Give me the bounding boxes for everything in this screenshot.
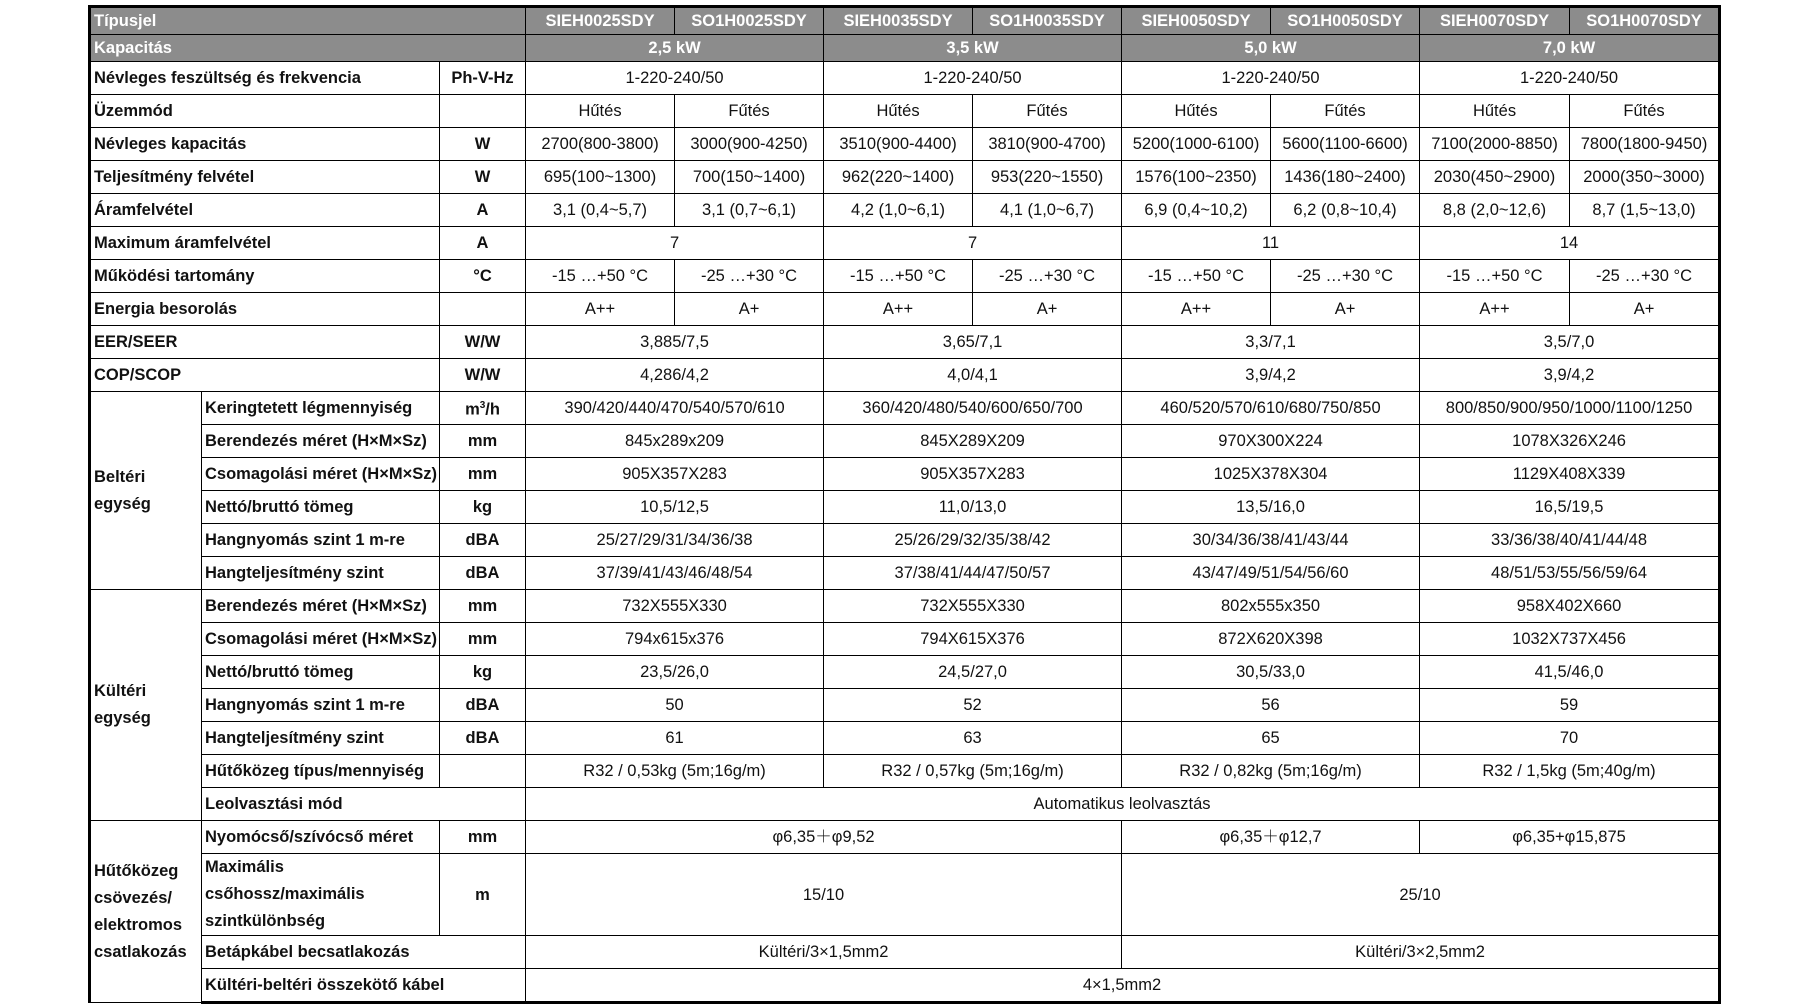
tipusjel-label: Típusjel	[90, 7, 526, 35]
table-row	[90, 128, 1720, 161]
cell-value: R32 / 0,53kg (5m;16g/m)	[526, 755, 824, 788]
cell-value: 14	[1420, 227, 1720, 260]
cell-value: 37/38/41/44/47/50/57	[824, 557, 1122, 590]
model-code: SO1H0035SDY	[973, 7, 1122, 35]
row-label: Maximum áramfelvétel	[90, 227, 440, 260]
table-row	[90, 62, 1720, 95]
cell-value: A++	[526, 293, 675, 326]
cell-value: A+	[1271, 293, 1420, 326]
model-code: SO1H0025SDY	[675, 7, 824, 35]
cell-value: 4,286/4,2	[526, 359, 824, 392]
cell-value: 4,2 (1,0~6,1)	[824, 194, 973, 227]
cell-value: 25/27/29/31/34/36/38	[526, 524, 824, 557]
row-label: Nettó/bruttó tömeg	[202, 656, 440, 689]
cell-value: 845x289x209	[526, 425, 824, 458]
row-label: Hangteljesítmény szint	[202, 722, 440, 755]
table-row	[90, 227, 1720, 260]
cell-value: Fűtés	[675, 95, 824, 128]
unit-tail: /h	[485, 400, 500, 419]
row-label: Energia besorolás	[90, 293, 440, 326]
row-label: Kültéri-beltéri összekötő kábel	[202, 969, 526, 1003]
cell-value: 6,2 (0,8~10,4)	[1271, 194, 1420, 227]
row-label: Üzemmód	[90, 95, 440, 128]
cell-value: -25 …+30 °C	[1271, 260, 1420, 293]
cell-value: 5600(1100-6600)	[1271, 128, 1420, 161]
cell-value: 37/39/41/43/46/48/54	[526, 557, 824, 590]
cell-value: 33/36/38/40/41/44/48	[1420, 524, 1720, 557]
cell-value: 25/26/29/32/35/38/42	[824, 524, 1122, 557]
cell-value: 5200(1000-6100)	[1122, 128, 1271, 161]
cell-value: 953(220~1550)	[973, 161, 1122, 194]
row-unit: kg	[440, 491, 526, 524]
cell-value: -15 …+50 °C	[1122, 260, 1271, 293]
table-row	[90, 821, 1720, 854]
cell-value: Hűtés	[526, 95, 675, 128]
cell-value: -25 …+30 °C	[675, 260, 824, 293]
table-row	[90, 293, 1720, 326]
table-row	[90, 491, 1720, 524]
cell-value: 1032X737X456	[1420, 623, 1720, 656]
cell-value: -15 …+50 °C	[526, 260, 675, 293]
table-row	[90, 689, 1720, 722]
cell-value: R32 / 0,57kg (5m;16g/m)	[824, 755, 1122, 788]
cell-value: 56	[1122, 689, 1420, 722]
cell-value: 962(220~1400)	[824, 161, 973, 194]
cell-value: 7100(2000-8850)	[1420, 128, 1570, 161]
cell-value: Hűtés	[1122, 95, 1271, 128]
row-unit: Ph-V-Hz	[440, 62, 526, 95]
cell-value: 4×1,5mm2	[526, 969, 1720, 1003]
cell-value: 800/850/900/950/1000/1100/1250	[1420, 392, 1720, 425]
cell-value: R32 / 1,5kg (5m;40g/m)	[1420, 755, 1720, 788]
cell-value: 13,5/16,0	[1122, 491, 1420, 524]
cell-value: 872X620X398	[1122, 623, 1420, 656]
cell-value: 390/420/440/470/540/570/610	[526, 392, 824, 425]
cell-value: 794X615X376	[824, 623, 1122, 656]
row-unit: dBA	[440, 722, 526, 755]
cell-value: 2700(800-3800)	[526, 128, 675, 161]
cell-value: 1-220-240/50	[1420, 62, 1720, 95]
table-row	[90, 392, 1720, 425]
row-unit: dBA	[440, 524, 526, 557]
row-unit: dBA	[440, 557, 526, 590]
cell-value: 3,1 (0,4~5,7)	[526, 194, 675, 227]
cell-value: 905X357X283	[824, 458, 1122, 491]
cell-value: 8,8 (2,0~12,6)	[1420, 194, 1570, 227]
cell-value: 794x615x376	[526, 623, 824, 656]
row-label: COP/SCOP	[90, 359, 440, 392]
cell-value: Fűtés	[1271, 95, 1420, 128]
cell-value: 460/520/570/610/680/750/850	[1122, 392, 1420, 425]
capacity-value: 7,0 kW	[1420, 35, 1720, 62]
table-row	[90, 359, 1720, 392]
row-label: Csomagolási méret (H×M×Sz)	[202, 623, 440, 656]
row-label: Nyomócső/szívócső méret	[202, 821, 440, 854]
row-unit: mm	[440, 623, 526, 656]
cell-value: 7	[824, 227, 1122, 260]
cell-value: 970X300X224	[1122, 425, 1420, 458]
cell-value: -25 …+30 °C	[973, 260, 1122, 293]
cell-value: 11,0/13,0	[824, 491, 1122, 524]
table-row	[90, 458, 1720, 491]
cell-value: 3510(900-4400)	[824, 128, 973, 161]
table-row	[90, 623, 1720, 656]
row-label: Hangteljesítmény szint	[202, 557, 440, 590]
cell-value: 700(150~1400)	[675, 161, 824, 194]
row-unit	[440, 392, 526, 425]
model-code: SO1H0050SDY	[1271, 7, 1420, 35]
row-unit: mm	[440, 821, 526, 854]
row-unit: mm	[440, 590, 526, 623]
cell-value: 1025X378X304	[1122, 458, 1420, 491]
cell-value: A++	[824, 293, 973, 326]
cell-value: 1-220-240/50	[824, 62, 1122, 95]
cell-value: 3,9/4,2	[1420, 359, 1720, 392]
unit-superscript: 3	[479, 400, 486, 412]
cell-value: 7800(1800-9450)	[1570, 128, 1720, 161]
table-row	[90, 656, 1720, 689]
cell-value: 3810(900-4700)	[973, 128, 1122, 161]
row-label: Berendezés méret (H×M×Sz)	[202, 425, 440, 458]
cell-value: A+	[675, 293, 824, 326]
cell-value: 3,5/7,0	[1420, 326, 1720, 359]
cell-value: 15/10	[526, 854, 1122, 936]
row-label: Névleges feszültség és frekvencia	[90, 62, 440, 95]
model-code: SIEH0035SDY	[824, 7, 973, 35]
cell-value: -15 …+50 °C	[1420, 260, 1570, 293]
row-unit: m	[440, 854, 526, 936]
cell-value: 65	[1122, 722, 1420, 755]
row-unit: mm	[440, 425, 526, 458]
row-label: Betápkábel becsatlakozás	[202, 936, 526, 969]
cell-value: 3,3/7,1	[1122, 326, 1420, 359]
cell-value: 3,885/7,5	[526, 326, 824, 359]
cell-value: 845X289X209	[824, 425, 1122, 458]
cell-value: 23,5/26,0	[526, 656, 824, 689]
cell-value: 16,5/19,5	[1420, 491, 1720, 524]
table-row	[90, 557, 1720, 590]
cell-value: 3000(900-4250)	[675, 128, 824, 161]
cell-value: R32 / 0,82kg (5m;16g/m)	[1122, 755, 1420, 788]
table-row	[90, 326, 1720, 359]
row-unit: dBA	[440, 689, 526, 722]
table-row	[90, 590, 1720, 623]
table-row	[90, 722, 1720, 755]
table-row	[90, 95, 1720, 128]
cell-value: 4,1 (1,0~6,7)	[973, 194, 1122, 227]
cell-value: 3,65/7,1	[824, 326, 1122, 359]
row-unit	[440, 755, 526, 788]
cell-value: A+	[973, 293, 1122, 326]
cell-value: φ6,35＋φ9,52	[526, 821, 1122, 854]
cell-value: 1576(100~2350)	[1122, 161, 1271, 194]
cell-value: Hűtés	[824, 95, 973, 128]
model-code: SO1H0070SDY	[1570, 7, 1720, 35]
spec-table	[88, 5, 1721, 1004]
cell-value: A+	[1570, 293, 1720, 326]
model-code: SIEH0025SDY	[526, 7, 675, 35]
row-unit: W/W	[440, 359, 526, 392]
cell-value: -25 …+30 °C	[1570, 260, 1720, 293]
cell-value: 3,1 (0,7~6,1)	[675, 194, 824, 227]
row-unit: kg	[440, 656, 526, 689]
model-code: SIEH0050SDY	[1122, 7, 1271, 35]
row-unit: W	[440, 161, 526, 194]
cell-value: Automatikus leolvasztás	[526, 788, 1720, 821]
cell-value: 50	[526, 689, 824, 722]
row-unit	[440, 293, 526, 326]
row-unit: W/W	[440, 326, 526, 359]
row-label: Működési tartomány	[90, 260, 440, 293]
cell-value: 30,5/33,0	[1122, 656, 1420, 689]
cell-value: 1078X326X246	[1420, 425, 1720, 458]
model-code: SIEH0070SDY	[1420, 7, 1570, 35]
table-row	[90, 788, 1720, 821]
cell-value: 3,9/4,2	[1122, 359, 1420, 392]
row-label: Hűtőközeg típus/mennyiség	[202, 755, 440, 788]
table-row	[90, 936, 1720, 969]
table-row	[90, 260, 1720, 293]
cell-value: 48/51/53/55/56/59/64	[1420, 557, 1720, 590]
row-label: Csomagolási méret (H×M×Sz)	[202, 458, 440, 491]
cell-value: 958X402X660	[1420, 590, 1720, 623]
outdoor-group-label: Kültéri egység	[90, 590, 202, 821]
row-label: Hangnyomás szint 1 m-re	[202, 524, 440, 557]
cell-value: 63	[824, 722, 1122, 755]
cell-value: 70	[1420, 722, 1720, 755]
cell-value: 1-220-240/50	[1122, 62, 1420, 95]
cell-value: φ6,35＋φ12,7	[1122, 821, 1420, 854]
cell-value: 61	[526, 722, 824, 755]
row-unit: A	[440, 227, 526, 260]
cell-value: 24,5/27,0	[824, 656, 1122, 689]
cell-value: 30/34/36/38/41/43/44	[1122, 524, 1420, 557]
table-row	[90, 161, 1720, 194]
cell-value: 7	[526, 227, 824, 260]
cell-value: 732X555X330	[824, 590, 1122, 623]
cell-value: 6,9 (0,4~10,2)	[1122, 194, 1271, 227]
table-row	[90, 969, 1720, 1003]
cell-value: 52	[824, 689, 1122, 722]
cell-value: 360/420/480/540/600/650/700	[824, 392, 1122, 425]
cell-value: A++	[1420, 293, 1570, 326]
cell-value: φ6,35+φ15,875	[1420, 821, 1720, 854]
kapacitas-label: Kapacitás	[90, 35, 526, 62]
capacity-value: 3,5 kW	[824, 35, 1122, 62]
unit-base: m	[465, 400, 480, 419]
cell-value: 802x555x350	[1122, 590, 1420, 623]
cell-value: Kültéri/3×2,5mm2	[1122, 936, 1720, 969]
row-label: Leolvasztási mód	[202, 788, 526, 821]
row-label: Berendezés méret (H×M×Sz)	[202, 590, 440, 623]
row-unit: °C	[440, 260, 526, 293]
cell-value: 10,5/12,5	[526, 491, 824, 524]
table-row	[90, 854, 1720, 936]
indoor-group-label: Beltéri egység	[90, 392, 202, 590]
row-label: Keringtetett légmennyiség	[202, 392, 440, 425]
cell-value: 4,0/4,1	[824, 359, 1122, 392]
cell-value: 695(100~1300)	[526, 161, 675, 194]
cell-value: 732X555X330	[526, 590, 824, 623]
cell-value: 41,5/46,0	[1420, 656, 1720, 689]
row-label: Névleges kapacitás	[90, 128, 440, 161]
row-label: Teljesítmény felvétel	[90, 161, 440, 194]
cell-value: 905X357X283	[526, 458, 824, 491]
table-row	[90, 755, 1720, 788]
cell-value: 1436(180~2400)	[1271, 161, 1420, 194]
cell-value: 2030(450~2900)	[1420, 161, 1570, 194]
cell-value: 43/47/49/51/54/56/60	[1122, 557, 1420, 590]
row-label: Maximális csőhossz/maximális szintkülönbség	[202, 854, 440, 936]
cell-value: 59	[1420, 689, 1720, 722]
row-unit	[440, 95, 526, 128]
row-unit: A	[440, 194, 526, 227]
capacity-value: 5,0 kW	[1122, 35, 1420, 62]
capacity-value: 2,5 kW	[526, 35, 824, 62]
cell-value: Fűtés	[973, 95, 1122, 128]
cell-value: 1129X408X339	[1420, 458, 1720, 491]
table-row	[90, 194, 1720, 227]
cell-value: 11	[1122, 227, 1420, 260]
row-label: Hangnyomás szint 1 m-re	[202, 689, 440, 722]
cell-value: 8,7 (1,5~13,0)	[1570, 194, 1720, 227]
cell-value: Hűtés	[1420, 95, 1570, 128]
table-row	[90, 425, 1720, 458]
cell-value: Fűtés	[1570, 95, 1720, 128]
cell-value: Kültéri/3×1,5mm2	[526, 936, 1122, 969]
capacity-header-row	[90, 35, 1720, 62]
row-label: Nettó/bruttó tömeg	[202, 491, 440, 524]
piping-group-label: Hűtőközeg csövezés/ elektromos csatlakozás	[90, 821, 202, 1003]
row-label: EER/SEER	[90, 326, 440, 359]
cell-value: 2000(350~3000)	[1570, 161, 1720, 194]
model-header-row	[90, 7, 1720, 35]
cell-value: 25/10	[1122, 854, 1720, 936]
row-unit: W	[440, 128, 526, 161]
cell-value: 1-220-240/50	[526, 62, 824, 95]
cell-value: -15 …+50 °C	[824, 260, 973, 293]
cell-value: A++	[1122, 293, 1271, 326]
row-label: Áramfelvétel	[90, 194, 440, 227]
table-row	[90, 524, 1720, 557]
row-unit: mm	[440, 458, 526, 491]
